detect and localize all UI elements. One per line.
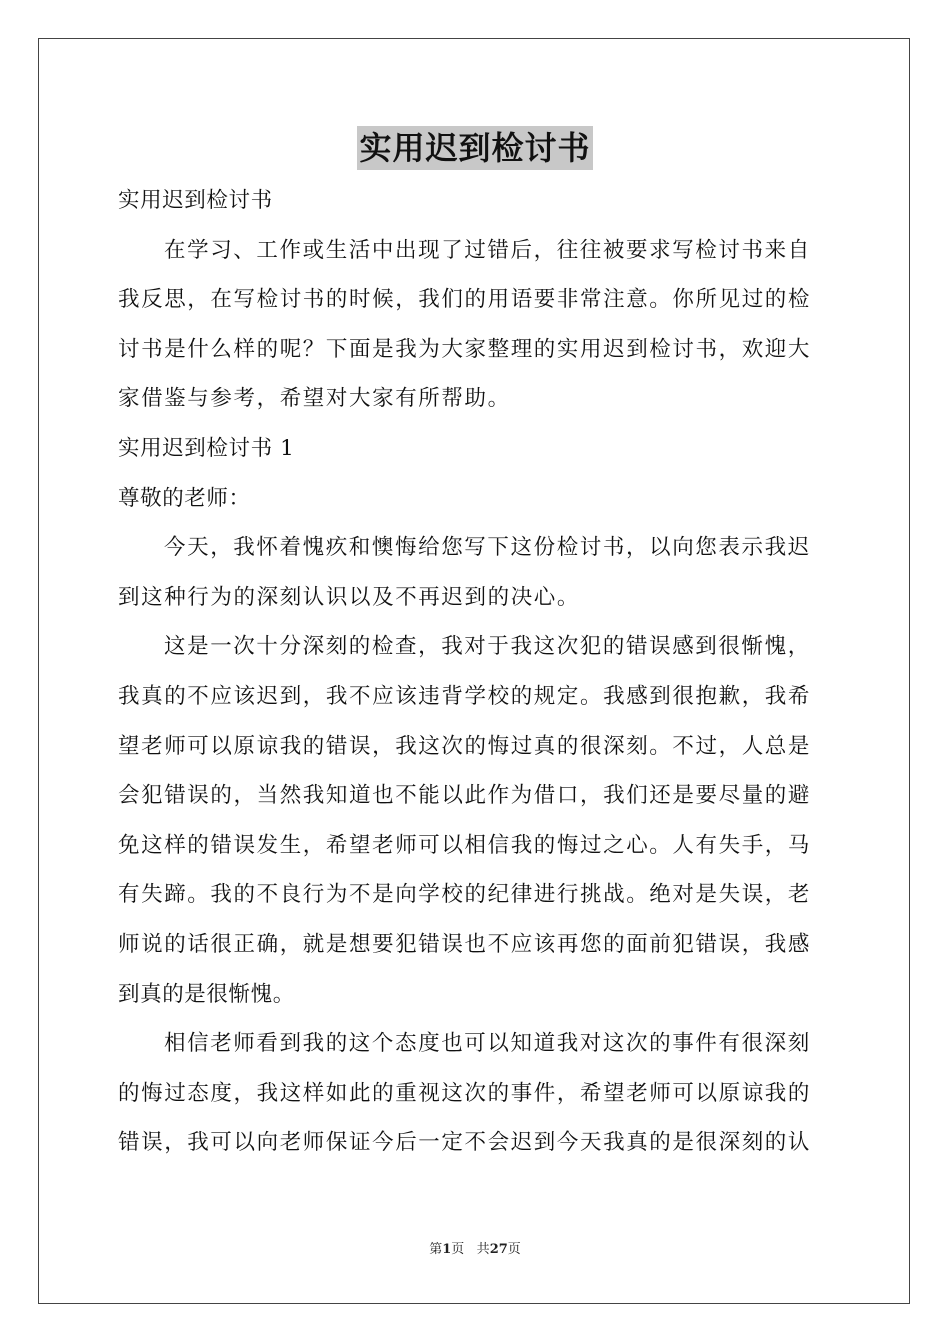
document-title: 实用迟到检讨书 [357,126,592,170]
text-line: 家借鉴与参考，希望对大家有所帮助。 [118,386,511,412]
page-suffix: 页 [451,1242,465,1257]
text-line: 望老师可以原谅我的错误，我这次的悔过真的很深刻。不过，人总是 [118,733,812,759]
page-footer [0,1238,950,1257]
text-line: 师说的话很正确，就是想要犯错误也不应该再您的面前犯错误，我感 [118,931,812,957]
text-line: 到这种行为的深刻认识以及不再迟到的决心。 [118,584,581,610]
text-line: 相信老师看到我的这个态度也可以知道我对这次的事件有很深刻 [164,1031,811,1057]
text-line: 实用迟到检讨书 [118,188,273,213]
text-line: 有失蹄。我的不良行为不是向学校的纪律进行挑战。绝对是失误，老 [118,882,812,908]
text-line: 在学习、工作或生活中出现了过错后，往往被要求写检讨书来自 [164,237,811,263]
total-suffix: 页 [507,1242,521,1257]
total-pages: 27 [489,1242,508,1257]
text-line: 今天，我怀着愧疚和懊悔给您写下这份检讨书，以向您表示我迟 [164,535,811,561]
text-line: 讨书是什么样的呢？下面是我为大家整理的实用迟到检讨书，欢迎大 [118,336,812,362]
page-prefix: 第 [429,1242,443,1257]
text-line: 尊敬的老师： [118,485,251,511]
text-line: 实用迟到检讨书 1 [118,435,295,461]
title-container [0,126,950,170]
page-number: 1 [442,1242,452,1257]
text-line: 会犯错误的，当然我知道也不能以此作为借口，我们还是要尽量的避 [118,783,812,809]
text-line: 免这样的错误发生，希望老师可以相信我的悔过之心。人有失手，马 [118,832,812,858]
total-prefix: 共 [476,1242,490,1257]
text-line: 错误，我可以向老师保证今后一定不会迟到今天我真的是很深刻的认 [118,1130,812,1156]
text-line: 的悔过态度，我这样如此的重视这次的事件，希望老师可以原谅我的 [118,1080,812,1106]
text-line: 到真的是很惭愧。 [118,981,295,1007]
text-line: 我真的不应该迟到，我不应该违背学校的规定。我感到很抱歉，我希 [118,683,812,709]
text-line: 这是一次十分深刻的检查，我对于我这次犯的错误感到很惭愧， [164,634,811,660]
document-body [118,176,834,1168]
text-line: 我反思，在写检讨书的时候，我们的用语要非常注意。你所见过的检 [118,287,812,313]
